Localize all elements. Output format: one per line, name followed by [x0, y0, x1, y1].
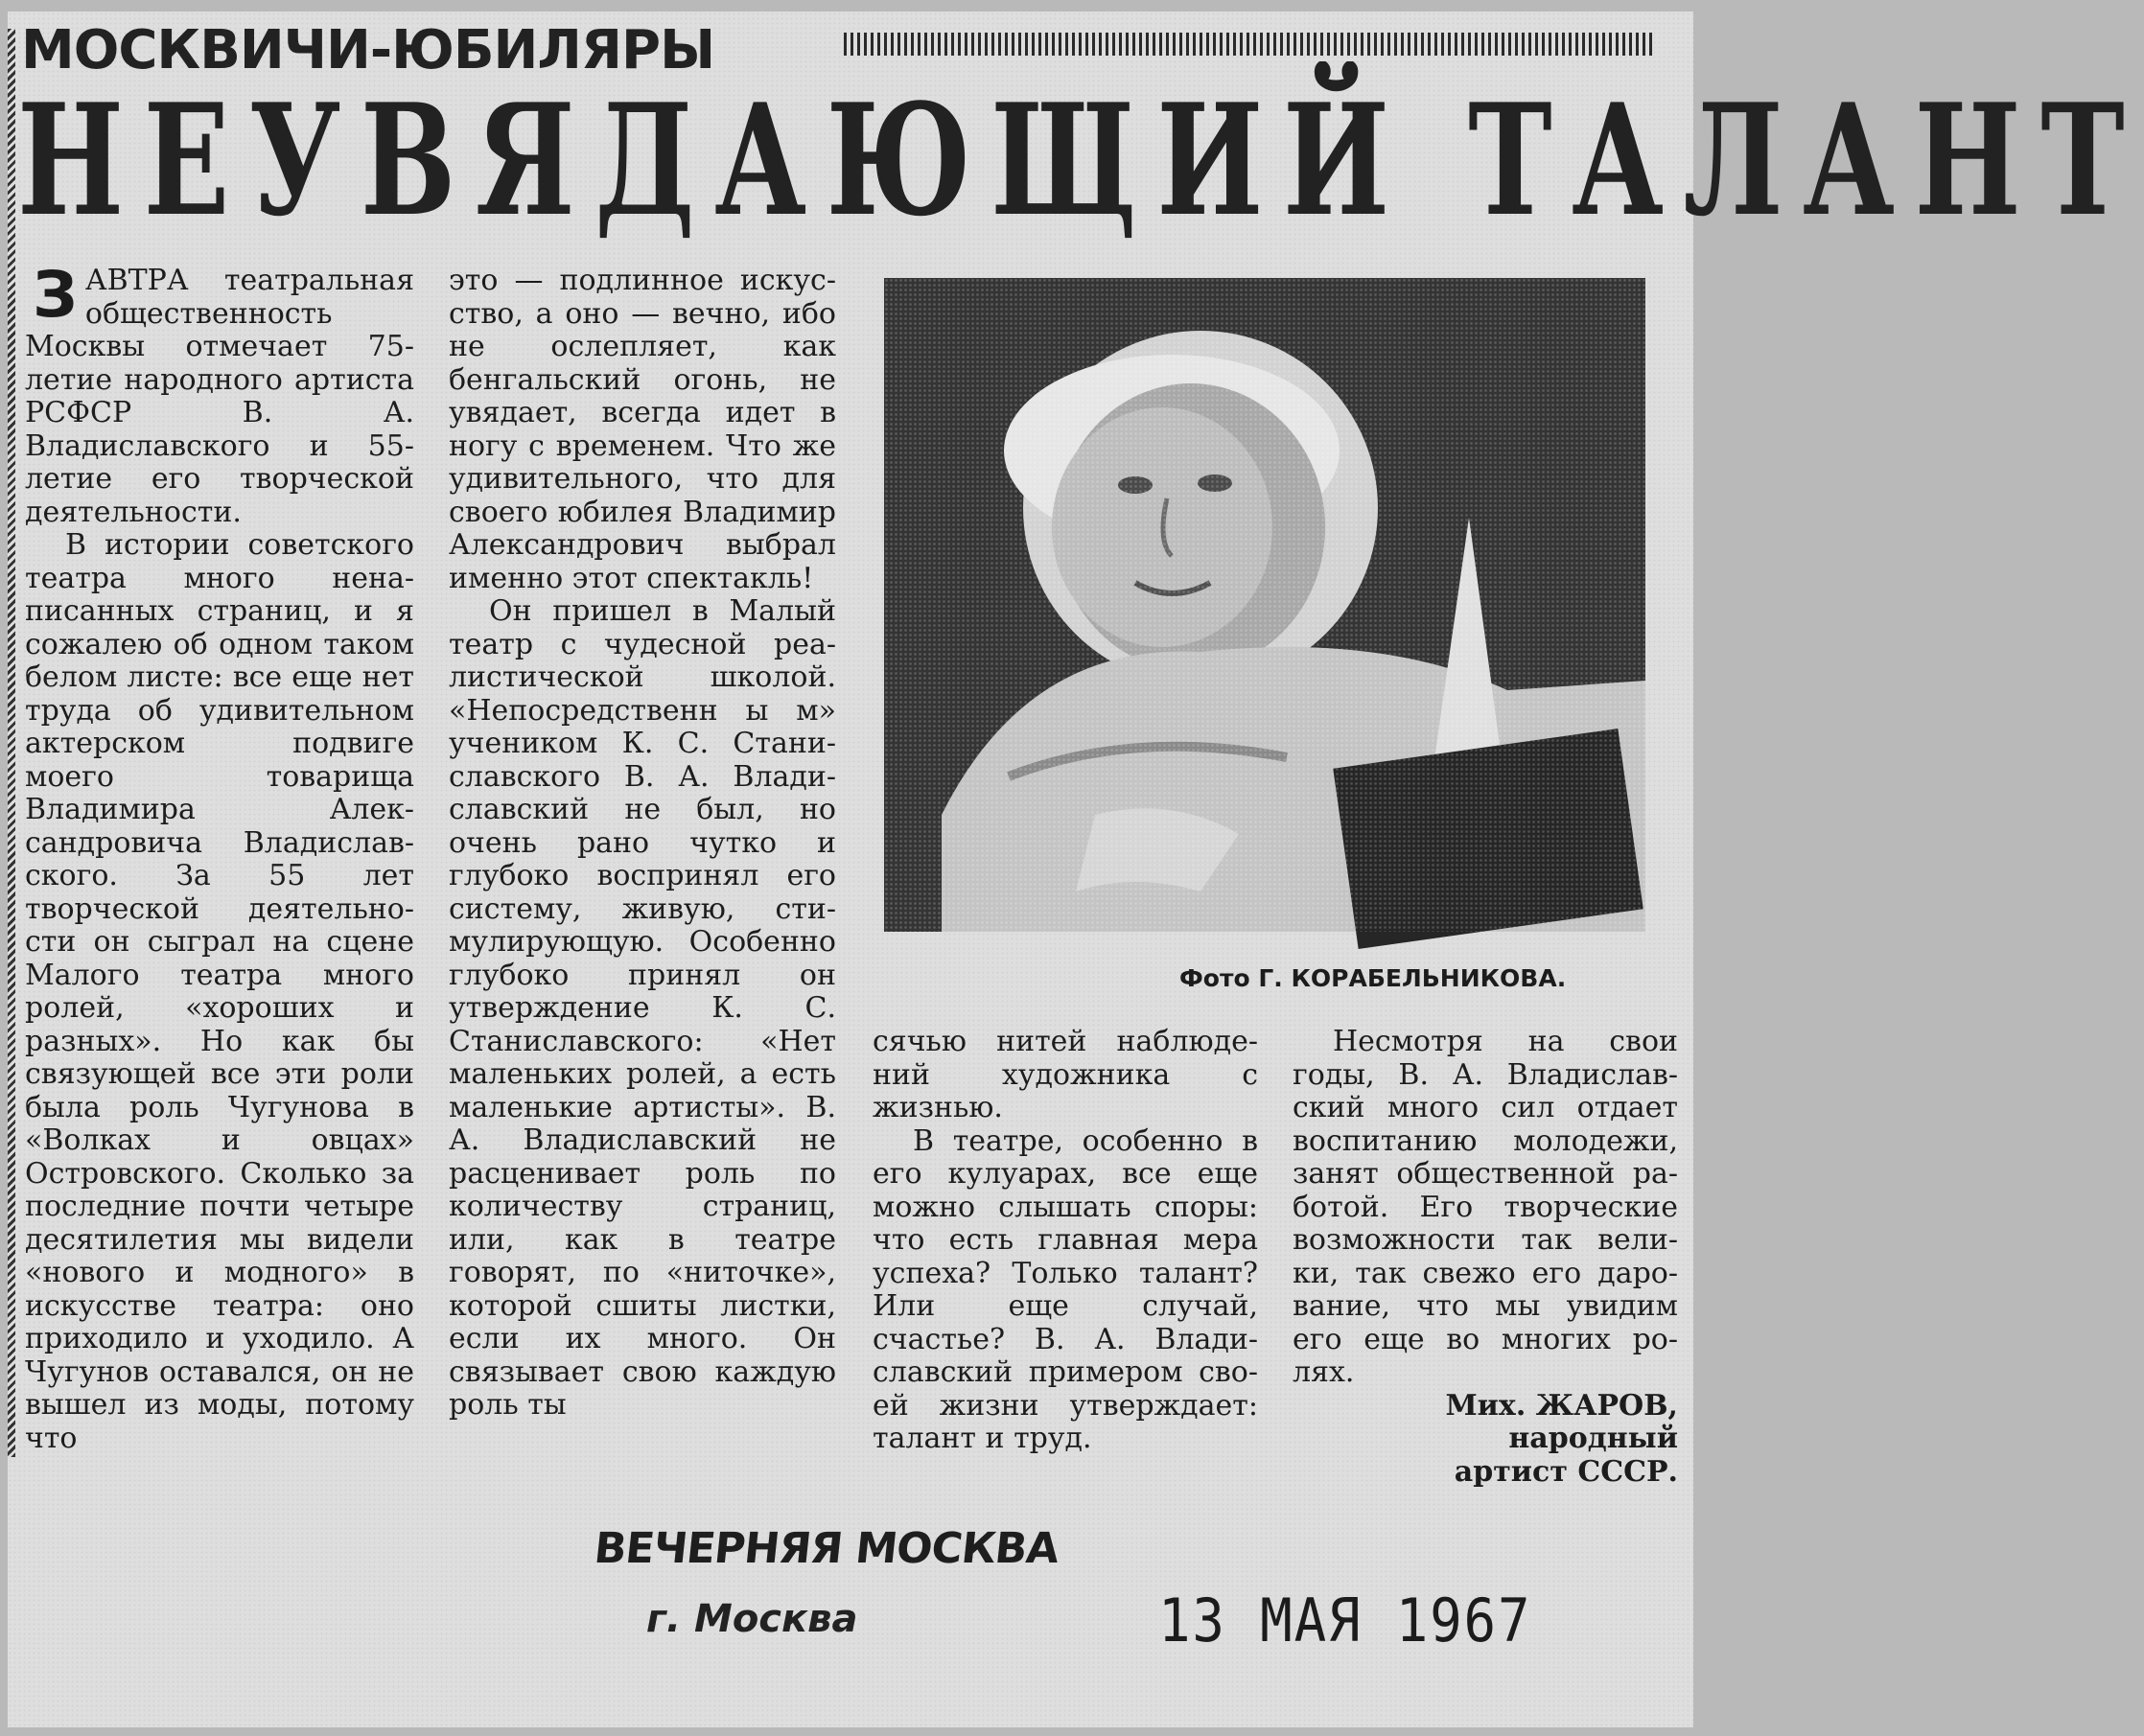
- stamp-newspaper-name: ВЕЧЕРНЯЯ МОСКВА: [592, 1524, 1061, 1573]
- portrait-illustration: [884, 278, 1645, 932]
- headline: НЕУВЯДАЮЩИЙ ТАЛАНТ: [17, 70, 2144, 250]
- stamp-date: 13 МАЯ 1967: [1158, 1586, 1532, 1655]
- column-2-paragraph-2: Он пришел в Малый театр с чудесной реалистической школой. «Непосредственн ы м» учеником К. С. Станиславского В. А. Владиславский не был, но очень рано чутко и глубоко воспринял его систему, живую, стимулирующую. Особенно глубоко принял он утверждение К. С. Станиславского: «Нет маленьких ролей, а есть маленькие артисты». В. А. Владиславский не расценивает роль по количеству страниц, или, как в театре говорят, по «ниточке», которой сшиты листки, если их много. Он связывает свою каждую роль ты: [449, 594, 836, 1422]
- column-2-paragraph-1: это — подлинное искусство, а оно — вечно, ибо не ослепляет, как бенгальский огонь, не увядает, всегда идет в ногу с временем. Что же удивительного, что для своего юбилея Владимир Александрович выбрал именно этот спектакль!: [449, 264, 836, 595]
- column-4-paragraph-1: Несмотря на свои годы, В. А. Владиславский много сил отдает воспитанию молодежи, занят общественной работой. Его творческие возможности так велики, так свежо его дарование, что мы увидим его еще во многих ролях.: [1293, 1025, 1678, 1389]
- column-3-paragraph-1: сячью нитей наблюдений художника с жизнью.: [873, 1025, 1258, 1124]
- decorative-border: [8, 29, 15, 1457]
- stamp-city: г. Москва: [646, 1597, 858, 1641]
- rubric-rule: [844, 33, 1654, 56]
- author-title-line-1: народный: [1508, 1422, 1678, 1455]
- column-3-paragraph-2: В театре, особенно в его кулуарах, все еще можно слышать споры: что есть главная мера успеха? Только талант? Или еще случай, счастье? В. А. Владиславский примером своей жизни утверждает: талант и труд.: [873, 1123, 1258, 1455]
- photo-credit: Фото Г. КОРАБЕЛЬНИКОВА.: [1179, 964, 1567, 992]
- rubric-title: МОСКВИЧИ-ЮБИЛЯРЫ: [21, 19, 715, 81]
- column-1-paragraph-1: [25, 258, 414, 529]
- author-title-line-2: артист СССР.: [1454, 1454, 1678, 1489]
- drop-cap: З: [33, 258, 78, 332]
- column-1: [25, 258, 414, 1455]
- column-2: [449, 265, 836, 1423]
- author-signature: Мих. ЖАРОВ,: [1445, 1388, 1678, 1423]
- column-1-text-1: АВТРА театральная общественность Москвы отмечает 75-летие народного артиста РСФСР В. А. Владиславского и 55-летие его творческой деятельности.: [25, 264, 414, 529]
- column-1-paragraph-2: В истории советского театра много ненаписанных страниц, и я сожалею об одном таком белом листе: все еще нет труда об удивительном актерском подвиге моего товарища Владимира Александровича Владиславского. За 55 лет творческой деятельности он сыграл на сцене Малого театра много ролей, «хороших и разных». Но как бы связующей все эти роли была роль Чугунова в «Волках и овцах» Островского. Сколько за последние почти четыре десятилетия мы видели «нового и модного» в искусстве театра: оно приходило и уходило. А Чугунов оставался, он не вышел из моды, потому что: [25, 528, 414, 1455]
- portrait-photo: [884, 278, 1645, 932]
- column-3: [873, 1026, 1258, 1456]
- column-4: [1293, 1026, 1678, 1489]
